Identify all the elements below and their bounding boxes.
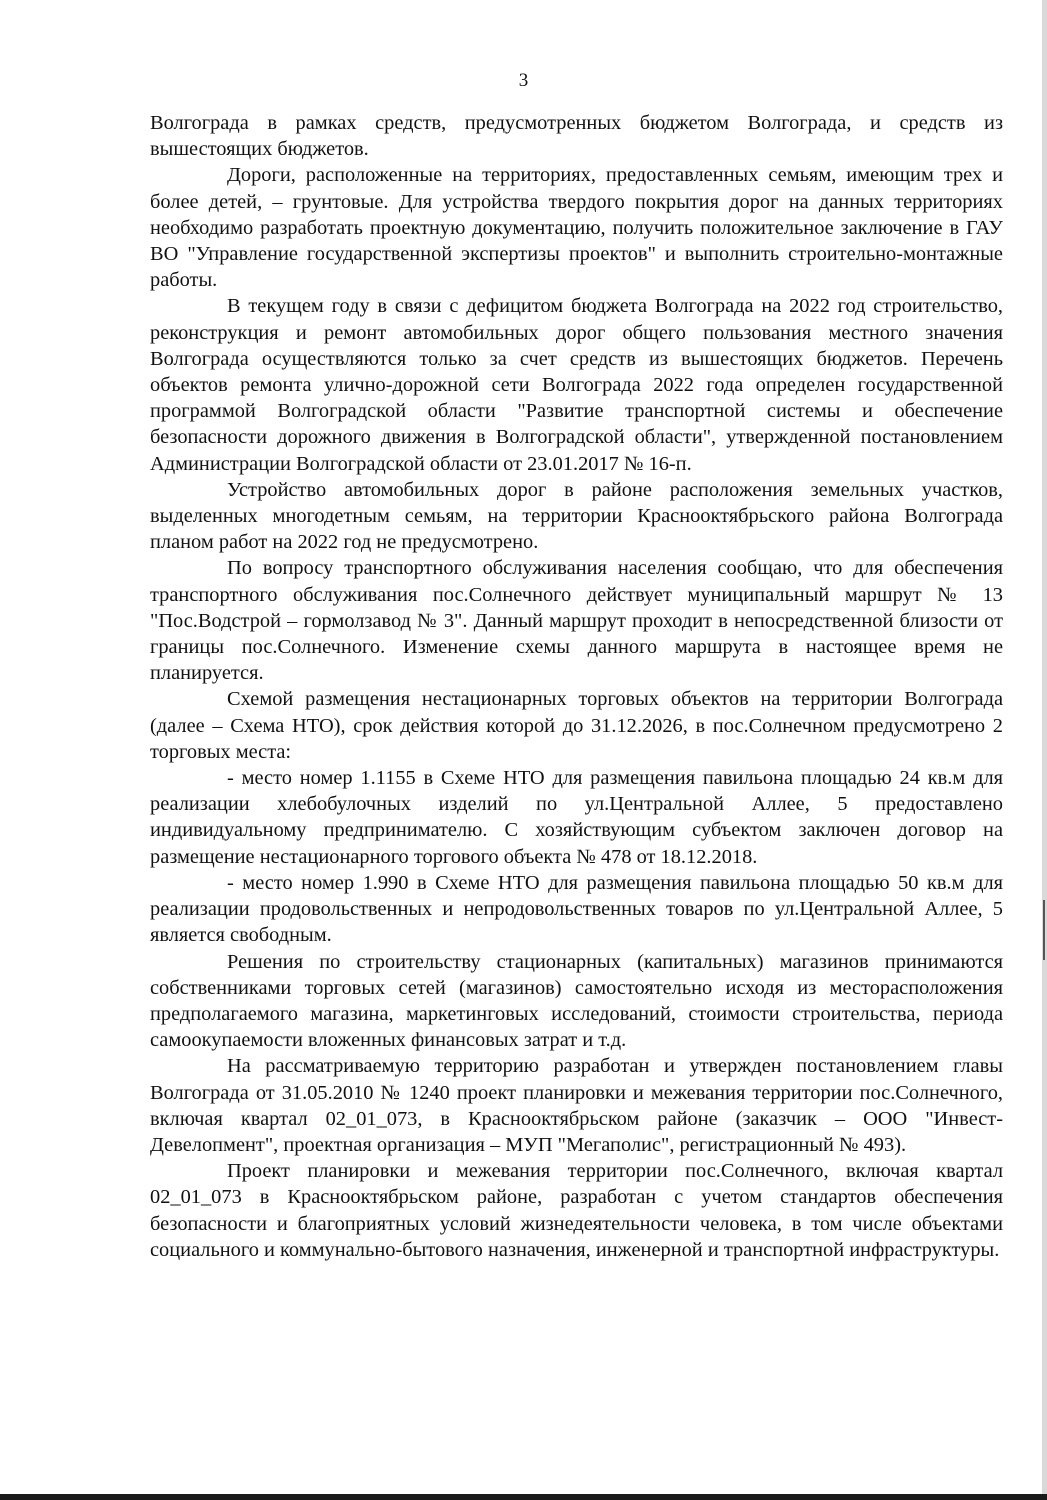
scan-artifact-mark <box>1043 900 1045 960</box>
paragraph-project-standards: Проект планировки и межевания территории пос.Солнечного, включая квартал 02_01_073 в Краснооктябрьском районе, разработан с учетом стандартов обеспечения безопасности и благоприятных условий жизнедеятельности человека, в том числе объектами социального и коммунально-бытового назначения, инженерной и транспортной инфраструктуры. <box>150 1160 1003 1261</box>
paragraph-continuation: Волгограда в рамках средств, предусмотренных бюджетом Волгограда, и средств из вышестоящих бюджетов. <box>150 112 1003 161</box>
scan-bottom-edge <box>0 1494 1047 1500</box>
paragraph-place-1155: - место номер 1.1155 в Схеме НТО для размещения павильона площадью 24 кв.м для реализации хлебобулочных изделий по ул.Центральной Аллее, 5 предоставлено индивидуальному предпринимателю. С хозяйствующим субъектом заключен договор на размещение нестационарного торгового объекта № 478 от 18.12.2018. <box>150 767 1003 868</box>
paragraph-nto-scheme: Схемой размещения нестационарных торговых объектов на территории Волгограда (далее – Схема НТО), срок действия которой до 31.12.2026, в пос.Солнечном предусмотрено 2 торговых места: <box>150 688 1003 763</box>
document-body <box>150 110 1003 1263</box>
paragraph-transport-service: По вопросу транспортного обслуживания населения сообщаю, что для обеспечения транспортного обслуживания пос.Солнечного действует муниципальный маршрут № 13 "Пос.Водстрой – гормолзавод № 3". Данный маршрут проходит в непосредственной близости от границы пос.Солнечного. Изменение схемы данного маршрута в настоящее время не планируется. <box>150 557 1003 685</box>
paragraph-budget-deficit: В текущем году в связи с дефицитом бюджета Волгограда на 2022 год строительство, реконструкция и ремонт автомобильных дорог общего пользования местного значения Волгограда осуществляются только за счет средств из вышестоящих бюджетов. Перечень объектов ремонта улично-дорожной сети Волгограда 2022 года определен государственной программой Волгоградской области "Развитие транспортной системы и обеспечение безопасности дорожного движения в Волгоградской области", утвержденной постановлением Администрации Волгоградской области от 23.01.2017 № 16-п. <box>150 295 1003 475</box>
paragraph-planning-project: На рассматриваемую территорию разработан и утвержден постановлением главы Волгограда от 31.05.2010 № 1240 проект планировки и межевания территории пос.Солнечного, включая квартал 02_01_073, в Краснооктябрьском районе (заказчик – ООО "Инвест-Девелопмент", проектная организация – МУП "Мегаполис", регистрационный № 493). <box>150 1055 1003 1156</box>
page-number: 3 <box>518 70 529 91</box>
scan-right-edge <box>1042 0 1047 1500</box>
paragraph-road-construction: Устройство автомобильных дорог в районе расположения земельных участков, выделенных многодетным семьям, на территории Краснооктябрьского района Волгограда планом работ на 2022 год не предусмотрено. <box>150 478 1003 554</box>
paragraph-place-990: - место номер 1.990 в Схеме НТО для размещения павильона площадью 50 кв.м для реализации продовольственных и непродовольственных товаров по ул.Центральной Аллее, 5 является свободным. <box>150 871 1003 947</box>
paragraph-stationary-shops: Решения по строительству стационарных (капитальных) магазинов принимаются собственниками торговых сетей (магазинов) самостоятельно исходя из месторасположения предполагаемого магазина, маркетинговых исследований, стоимости строительства, периода самоокупаемости вложенных финансовых затрат и т.д. <box>150 950 1003 1052</box>
paragraph-ground-roads: Дороги, расположенные на территориях, предоставленных семьям, имеющим трех и более детей, – грунтовые. Для устройства твердого покрытия дорог на данных территориях необходимо разработать проектную документацию, получить положительное заключение в ГАУ ВО "Управление государственной экспертизы проектов" и выполнить строительно-монтажные работы. <box>150 164 1003 292</box>
